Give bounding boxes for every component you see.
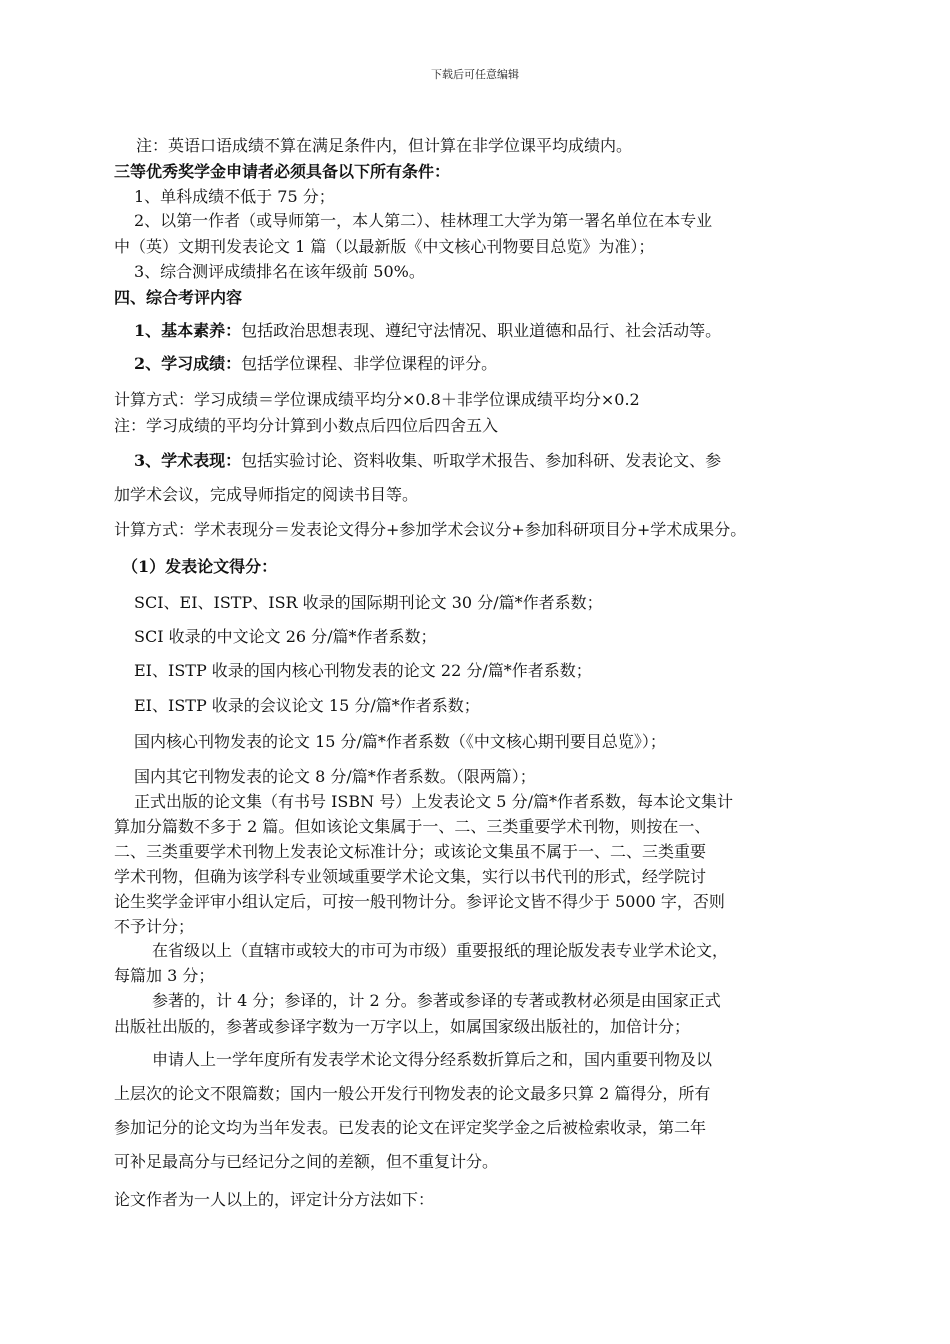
line-text: 出版社出版的，参著或参译字数为一万字以上，如属国家级出版社的，加倍计分； [114, 1017, 691, 1036]
line-text: 不予计分； [114, 917, 195, 936]
text-line [114, 1084, 710, 1104]
line-text: 在省级以上（直辖市或较大的市可为市级）重要报纸的理论版发表专业学术论文， [152, 941, 729, 960]
bold-heading: 三等优秀奖学金申请者必须具备以下所有条件： [114, 162, 451, 181]
text-line [114, 237, 654, 257]
line-text: 申请人上一学年度所有发表学术论文得分经系数折算后之和，国内重要刊物及以 [152, 1050, 713, 1069]
text-line [114, 416, 498, 436]
line-text: 学术刊物，但确为该学科专业领域重要学术论文集，实行以书代刊的形式，经学院讨 [114, 867, 707, 886]
page-header-watermark: 下载后可任意编辑 [431, 68, 519, 81]
text-line [114, 842, 706, 862]
line-text: 国内其它刊物发表的论文 8 分/篇*作者系数。（限两篇）； [134, 767, 536, 786]
line-text: 每篇加 3 分； [114, 966, 215, 985]
text-line [134, 211, 712, 231]
text-line [114, 966, 214, 986]
text-line [114, 1017, 690, 1037]
text-line [134, 661, 592, 681]
line-text: 加学术会议，完成导师指定的阅读书目等。 [114, 485, 419, 504]
text-line [134, 451, 721, 471]
line-text: 2、以第一作者（或导师第一，本人第二）、桂林理工大学为第一署名单位在本专业 [134, 211, 713, 230]
bold-heading: 3、学术表现： [134, 451, 242, 470]
text-line [114, 892, 725, 912]
bold-heading: （1）发表论文得分： [122, 557, 278, 576]
bold-heading: 四、综合考评内容 [114, 288, 243, 307]
text-line [114, 917, 194, 937]
text-line [114, 485, 418, 505]
text-line [134, 732, 666, 752]
text-line [134, 321, 721, 341]
line-text: 论生奖学金评审小组认定后，可按一般刊物计分。参评论文皆不得少于 5000 字，否则 [114, 892, 725, 911]
line-text: 计算方式：学习成绩＝学位课成绩平均分×0.8＋非学位课成绩平均分×0.2 [114, 390, 640, 409]
line-text: 二、三类重要学术刊物上发表论文标准计分；或该论文集虽不属于一、二、三类重要 [114, 842, 707, 861]
text-line [134, 696, 480, 716]
text-line [134, 767, 536, 787]
line-text: 可补足最高分与已经记分之间的差额，但不重复计分。 [114, 1152, 499, 1171]
line-text: 3、综合测评成绩排名在该年级前 50%。 [134, 262, 425, 281]
line-text: 参加记分的论文均为当年发表。已发表的论文在评定奖学金之后被检索收录，第二年 [114, 1118, 707, 1137]
text-line [152, 991, 721, 1011]
line-text: 包括政治思想表现、遵纪守法情况、职业道德和品行、社会活动等。 [241, 321, 722, 340]
line-text: SCI、EI、ISTP、ISR 收录的国际期刊论文 30 分/篇*作者系数； [134, 593, 603, 612]
text-line [114, 817, 710, 837]
text-line [114, 1118, 706, 1138]
text-line [114, 162, 450, 182]
text-line [114, 520, 746, 540]
text-line [114, 288, 242, 308]
text-line [114, 390, 640, 410]
text-line [136, 136, 632, 156]
bold-heading: 2、学习成绩： [134, 354, 242, 373]
line-text: 正式出版的论文集（有书号 ISBN 号）上发表论文 5 分/篇*作者系数，每本论文集计 [134, 792, 733, 811]
line-text: 算加分篇数不多于 2 篇。但如该论文集属于一、二、三类重要学术刊物，则按在一、 [114, 817, 711, 836]
line-text: 1、单科成绩不低于 75 分； [134, 187, 335, 206]
text-line [152, 941, 728, 961]
line-text: SCI 收录的中文论文 26 分/篇*作者系数； [134, 627, 437, 646]
line-text: EI、ISTP 收录的国内核心刊物发表的论文 22 分/篇*作者系数； [134, 661, 592, 680]
bold-heading: 1、基本素养： [134, 321, 242, 340]
text-line [134, 593, 603, 613]
text-line [114, 867, 706, 887]
text-line [134, 792, 733, 812]
line-text: 中（英）文期刊发表论文 1 篇（以最新版《中文核心刊物要目总览》为准）； [114, 237, 655, 256]
text-line [122, 557, 277, 577]
line-text: 包括实验讨论、资料收集、听取学术报告、参加科研、发表论文、参 [241, 451, 722, 470]
text-line [152, 1050, 712, 1070]
line-text: 上层次的论文不限篇数；国内一般公开发行刊物发表的论文最多只算 2 篇得分，所有 [114, 1084, 711, 1103]
line-text: EI、ISTP 收录的会议论文 15 分/篇*作者系数； [134, 696, 480, 715]
line-text: 论文作者为一人以上的，评定计分方法如下： [114, 1190, 435, 1209]
line-text: 参著的，计 4 分；参译的，计 2 分。参著或参译的专著或教材必须是由国家正式 [152, 991, 721, 1010]
line-text: 注：学习成绩的平均分计算到小数点后四位后四舍五入 [114, 416, 499, 435]
line-text: 包括学位课程、非学位课程的评分。 [241, 354, 498, 373]
text-line [114, 1152, 498, 1172]
text-line [134, 262, 425, 282]
line-text: 注：英语口语成绩不算在满足条件内，但计算在非学位课平均成绩内。 [136, 136, 633, 155]
text-line [134, 627, 437, 647]
line-text: 计算方式：学术表现分＝发表论文得分+参加学术会议分+参加科研项目分+学术成果分。 [114, 520, 747, 539]
text-line [114, 1190, 434, 1210]
line-text: 国内核心刊物发表的论文 15 分/篇*作者系数（《中文核心期刊要目总览》）； [134, 732, 666, 751]
text-line [134, 354, 497, 374]
text-line [134, 187, 335, 207]
